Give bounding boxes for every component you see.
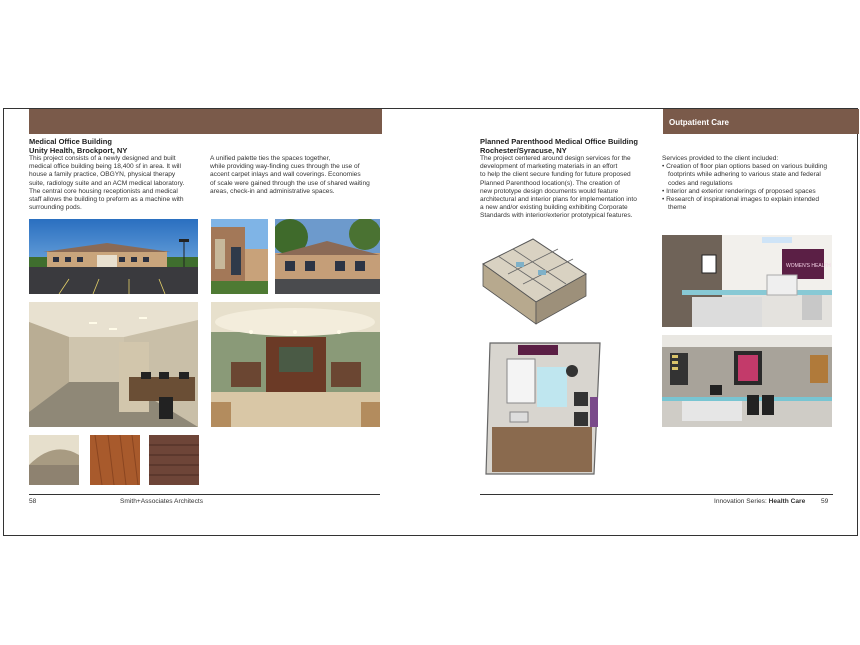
left-page-number: 58 xyxy=(29,498,37,505)
poster-text: WOMEN'S HEALTH xyxy=(786,263,831,269)
text-line: a new and/or existing building exhibiting Corporate xyxy=(480,204,628,212)
left-header-band xyxy=(29,109,382,134)
services-intro: Services provided to the client included: xyxy=(662,155,779,162)
text-line: This project consists of a newly designed and built xyxy=(29,155,176,162)
book-spread xyxy=(3,108,858,536)
right-title-line-2: Rochester/Syracuse, NY xyxy=(480,146,567,155)
left-project-title xyxy=(29,137,127,155)
text-line: new prototype design documents would feature xyxy=(480,187,619,195)
text-line: accent carpet inlays and wall coverings. Economies xyxy=(210,171,361,179)
left-title-line-1: Medical Office Building xyxy=(29,137,112,146)
text-line: suite, radiology suite and an ACM medical laboratory. xyxy=(29,179,185,187)
section-tab-label: Outpatient Care xyxy=(669,118,730,127)
footer-series: Innovation Series: xyxy=(714,498,769,505)
3d-floor-plan-render xyxy=(478,234,588,329)
right-description-col-2 xyxy=(662,155,830,212)
waiting-area-render xyxy=(662,335,832,427)
text-line: architectural and interior plans for implementation into xyxy=(480,196,637,204)
left-footer-rule xyxy=(29,494,380,495)
text-line: The project centered around design services for the xyxy=(480,155,631,162)
service-bullet: • Creation of floor plan options based on various building footprints while adhering to various state and federal codes and regulations xyxy=(662,163,828,187)
text-line: Standards with interior/exterior prototypical features. xyxy=(480,212,633,220)
right-description-col-1 xyxy=(480,155,660,221)
corridor-interior-photo xyxy=(29,302,198,427)
ceiling-detail-swatch xyxy=(29,435,79,485)
text-line: to help the client secure funding for future proposed xyxy=(480,171,631,179)
building-entrance-photo xyxy=(211,219,268,294)
right-project-title xyxy=(480,137,638,155)
left-description-col-1 xyxy=(29,155,207,212)
text-line: while providing way-finding cues through the use of xyxy=(210,163,360,171)
text-line: surrounding pods. xyxy=(29,204,82,212)
service-bullet: • Interior and exterior renderings of proposed spaces xyxy=(662,187,816,195)
text-line: Planned Parenthood location(s). The creation of xyxy=(480,179,620,187)
left-title-line-2: Unity Health, Brockport, NY xyxy=(29,146,128,155)
text-line: staff allows the building to preform as a machine with xyxy=(29,196,184,204)
wood-finish-swatch xyxy=(90,435,140,485)
overhead-room-render xyxy=(482,337,604,480)
building-exterior-photo xyxy=(29,219,198,294)
text-line: The central core housing receptionists and medical xyxy=(29,187,178,195)
text-line: A unified palette ties the spaces together, xyxy=(210,155,331,162)
right-footer-rule xyxy=(480,494,833,495)
footer-series-bold: Health Care xyxy=(768,498,806,505)
left-footer-text: Smith+Associates Architects xyxy=(120,498,204,505)
brick-finish-swatch xyxy=(149,435,199,485)
text-line: medical office building being 18,400 sf in area. It will xyxy=(29,163,181,171)
text-line: of scale were gained through the use of shared waiting xyxy=(210,179,370,187)
text-line: development of marketing materials in an effort xyxy=(480,163,618,171)
right-page-number: 59 xyxy=(821,498,829,505)
service-bullet: • Research of inspirational images to explain intended theme xyxy=(662,196,819,212)
building-side-photo xyxy=(275,219,380,294)
text-line: areas, check-in and administrative spaces. xyxy=(210,187,335,195)
right-title-line-1: Planned Parenthood Medical Office Building xyxy=(480,137,638,146)
lobby-interior-photo xyxy=(211,302,380,427)
exam-room-render xyxy=(662,235,832,327)
left-description-col-2 xyxy=(210,155,390,196)
right-footer-text xyxy=(714,498,805,505)
text-line: house a family practice, OBGYN, physical therapy xyxy=(29,171,176,179)
